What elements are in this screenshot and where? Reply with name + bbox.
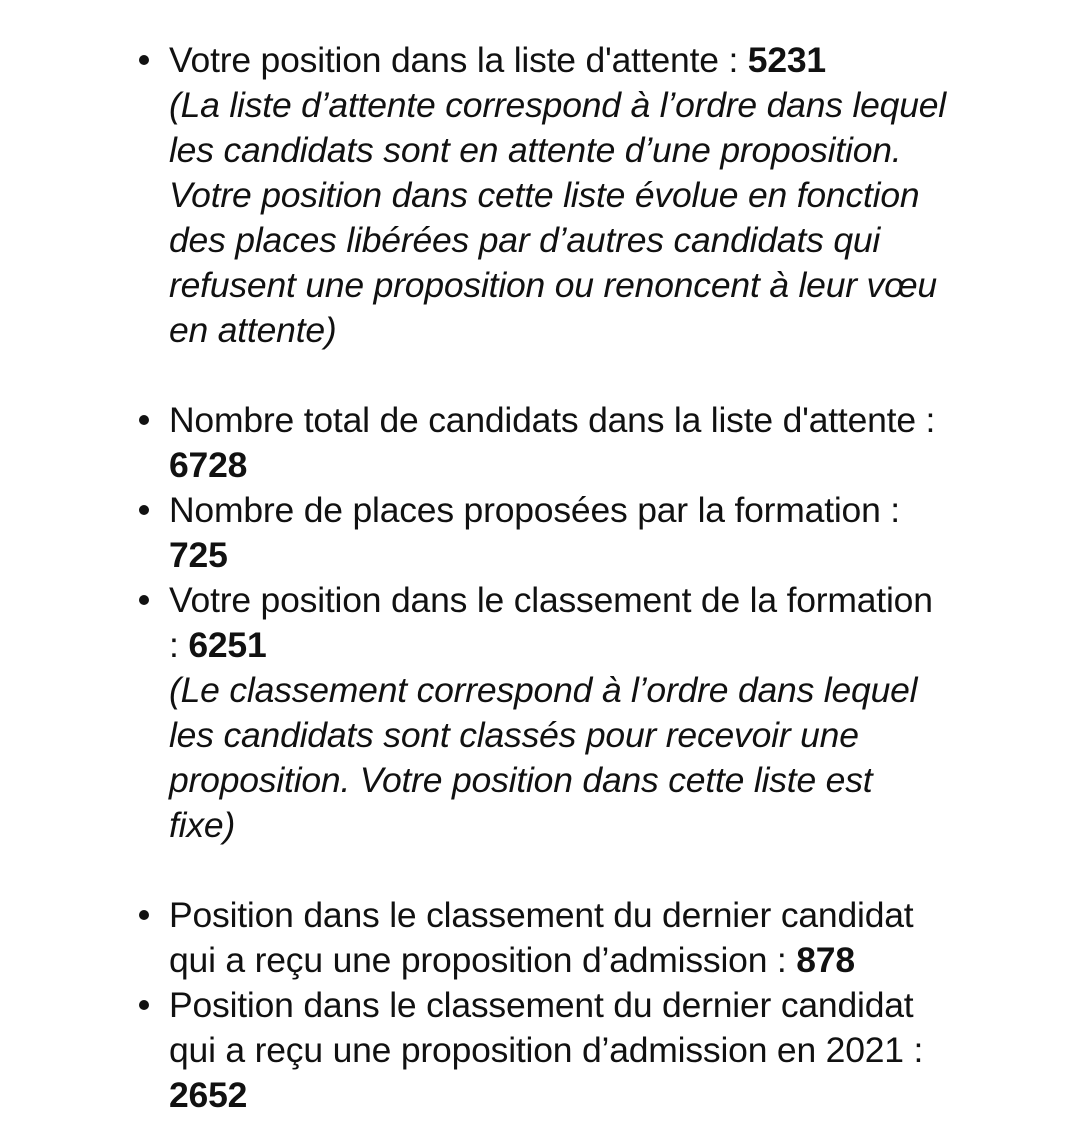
ranking-position-value: 6251 (188, 625, 267, 665)
item-label: Votre position dans le classement de la formation (169, 580, 933, 620)
list-item-waitlist-position (169, 38, 1039, 353)
bullet-icon (139, 38, 149, 83)
item-label: Nombre de places proposées par la formation : (169, 490, 900, 530)
item-label: Position dans le classement du dernier candidat (169, 985, 914, 1025)
item-label-line (169, 38, 1039, 83)
waitlist-position-value: 5231 (747, 40, 826, 80)
bullet-icon (139, 488, 149, 533)
note-line: Votre position dans cette liste évolue en fonction (169, 175, 920, 215)
list-item-last-admitted (169, 893, 1039, 983)
item-label: Nombre total de candidats dans la liste d'attente : (169, 400, 936, 440)
item-label: Votre position dans la liste d'attente : (169, 40, 748, 80)
bullet-icon (139, 578, 149, 623)
item-label: : (169, 625, 189, 665)
bullet-icon (139, 398, 149, 443)
last-admitted-2021-value: 2652 (169, 1075, 248, 1115)
note-line: fixe) (169, 805, 236, 845)
total-candidates-value: 6728 (169, 445, 248, 485)
bullet-icon (139, 893, 149, 938)
list-item-last-admitted-2021 (169, 983, 1039, 1118)
last-admitted-value: 878 (796, 940, 855, 980)
list-item-ranking-position (169, 578, 1039, 848)
note-line: refusent une proposition ou renoncent à leur vœu (169, 265, 937, 305)
item-label-line (169, 623, 1039, 668)
item-label: Position dans le classement du dernier candidat (169, 895, 914, 935)
note-line: (Le classement correspond à l’ordre dans lequel (169, 670, 918, 710)
places-offered-value: 725 (169, 535, 228, 575)
item-note (169, 668, 1039, 848)
note-line: proposition. Votre position dans cette liste est (169, 760, 873, 800)
bullet-icon (139, 983, 149, 1028)
note-line: (La liste d’attente correspond à l’ordre dans lequel (169, 85, 946, 125)
item-label-line (169, 938, 1039, 983)
note-line: des places libérées par d’autres candidats qui (169, 220, 881, 260)
note-line: les candidats sont classés pour recevoir une (169, 715, 859, 755)
list-item-places-offered (169, 488, 1039, 578)
list-item-total-candidates (169, 398, 1039, 488)
item-note (169, 83, 1039, 353)
note-line: en attente) (169, 310, 337, 350)
item-label: qui a reçu une proposition d’admission : (169, 940, 797, 980)
note-line: les candidats sont en attente d’une proposition. (169, 130, 902, 170)
item-label: qui a reçu une proposition d’admission en 2021 : (169, 1030, 924, 1070)
